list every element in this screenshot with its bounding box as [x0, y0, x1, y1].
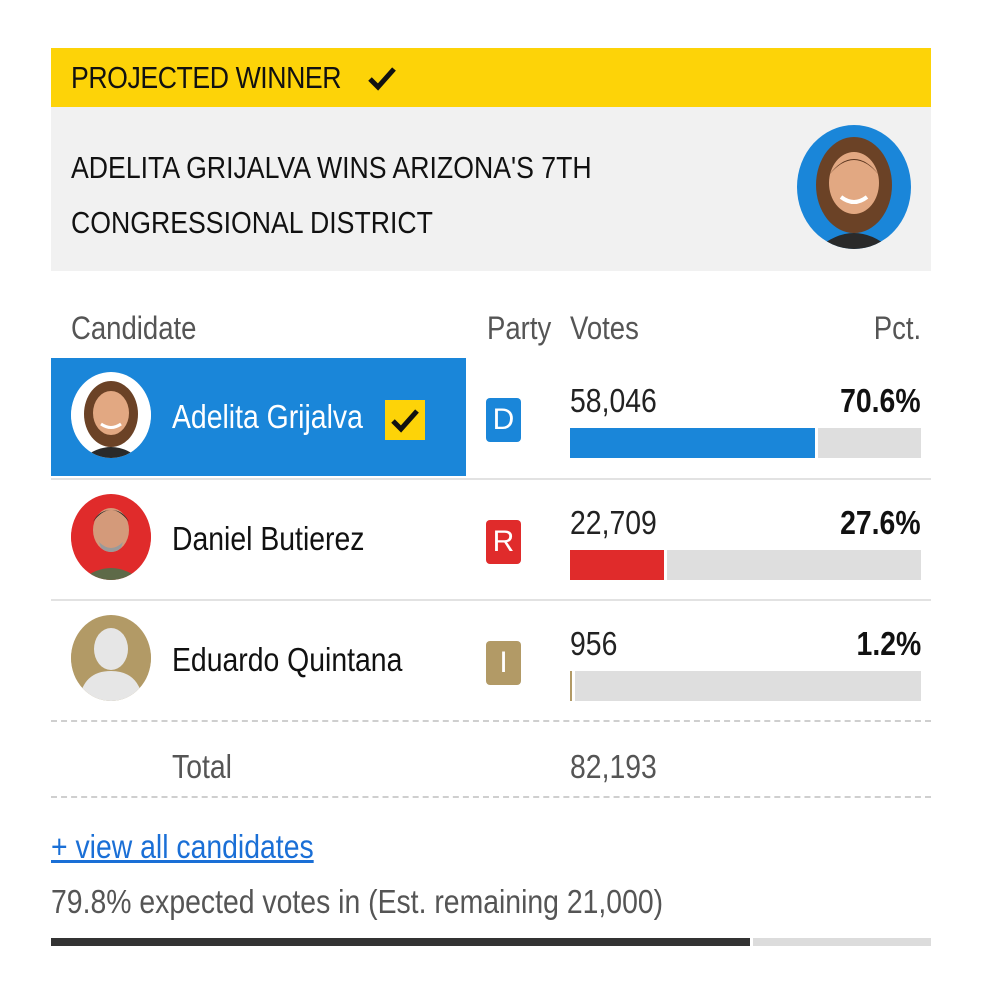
header-votes: Votes	[570, 310, 639, 346]
expected-votes-text: 79.8% expected votes in (Est. remaining 21,000)	[51, 883, 664, 920]
total-votes: 82,193	[570, 748, 657, 785]
vote-percent: 1.2%	[856, 625, 921, 662]
headline-box	[51, 107, 931, 271]
vote-share-bar	[570, 550, 921, 580]
results-table-header	[51, 310, 931, 358]
vote-share-fill	[570, 428, 818, 458]
party-badge: R	[486, 520, 521, 564]
vote-share-bar	[570, 671, 921, 701]
party-badge: I	[486, 641, 521, 685]
table-row	[51, 478, 931, 600]
header-pct: Pct.	[873, 310, 921, 346]
winner-checkmark-icon	[385, 400, 425, 440]
divider	[51, 796, 931, 798]
divider	[51, 720, 931, 722]
candidate-avatar-icon	[71, 494, 151, 580]
vote-share-fill	[570, 550, 667, 580]
table-row	[51, 358, 931, 478]
vote-count: 58,046	[570, 382, 657, 419]
vote-count: 956	[570, 625, 618, 662]
header-party: Party	[487, 310, 552, 346]
vote-share-fill	[570, 671, 575, 701]
vote-share-bar	[570, 428, 921, 458]
candidate-photo-icon	[797, 125, 911, 249]
banner-label: PROJECTED WINNER	[71, 59, 342, 95]
placeholder-avatar-icon	[71, 615, 151, 701]
vote-percent: 27.6%	[840, 504, 921, 541]
checkmark-icon	[365, 61, 399, 95]
expected-votes-progress-fill	[51, 938, 753, 946]
header-candidate: Candidate	[71, 310, 197, 346]
race-results-card	[51, 48, 931, 920]
expected-votes-progress	[51, 938, 931, 946]
view-all-candidates-link[interactable]: + view all candidates	[51, 828, 314, 865]
total-label: Total	[172, 748, 232, 785]
candidate-cell	[51, 601, 466, 719]
candidate-name: Adelita Grijalva	[172, 398, 363, 435]
candidate-cell	[51, 480, 466, 598]
candidate-avatar-icon	[71, 372, 151, 458]
candidate-cell	[51, 358, 466, 476]
vote-count: 22,709	[570, 504, 657, 541]
candidate-name: Daniel Butierez	[172, 520, 365, 557]
projected-winner-banner	[51, 48, 931, 107]
headline-title: ADELITA GRIJALVA WINS ARIZONA'S 7TH CONGRESSIONAL DISTRICT	[71, 150, 592, 240]
table-row	[51, 599, 931, 721]
candidate-name: Eduardo Quintana	[172, 641, 403, 678]
vote-percent: 70.6%	[840, 382, 921, 419]
party-badge: D	[486, 398, 521, 442]
